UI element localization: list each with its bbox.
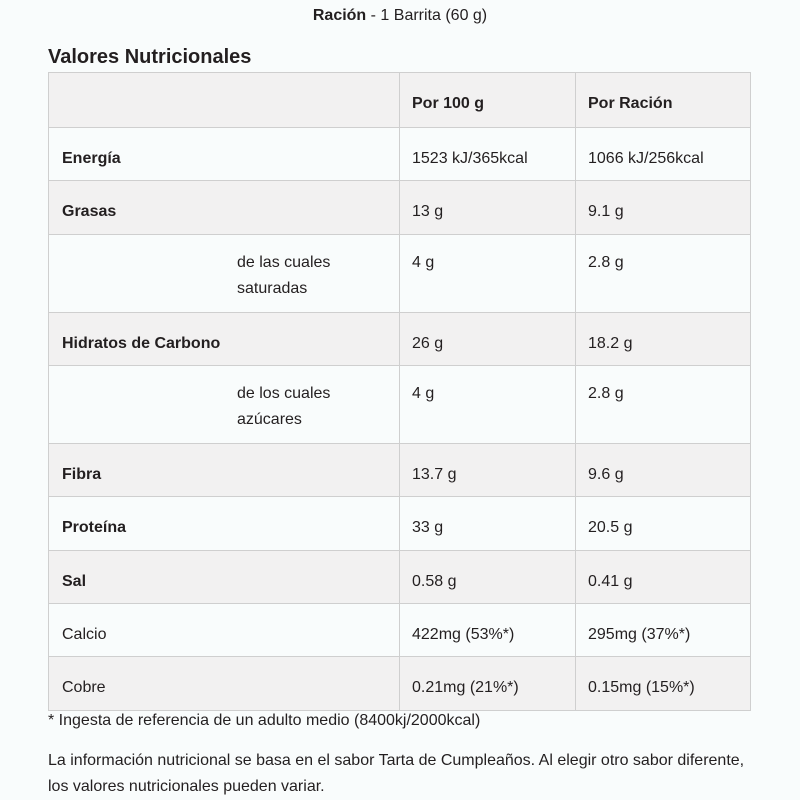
nutrient-name: Hidratos de Carbono	[49, 313, 400, 366]
nutrient-name: Energía	[49, 128, 400, 181]
value-per-serving: 2.8 g	[576, 235, 751, 313]
nutrient-name: Sal	[49, 551, 400, 604]
nutrient-name: Fibra	[49, 444, 400, 497]
table-row	[49, 366, 751, 444]
value-per-100g: 26 g	[400, 313, 576, 366]
info-text: La información nutricional se basa en el sabor Tarta de Cumpleaños. Al elegir otro sabor diferente, los valores nutricionales pueden variar.	[48, 752, 745, 795]
section-title: Valores Nutricionales	[48, 46, 252, 68]
value-per-serving: 9.1 g	[576, 181, 751, 235]
value-per-serving: 9.6 g	[576, 444, 751, 497]
value-per-serving: 18.2 g	[576, 313, 751, 366]
value-per-100g: 0.58 g	[400, 551, 576, 604]
serving-size	[0, 6, 800, 26]
nutrient-name: Cobre	[49, 657, 400, 711]
table-row	[49, 313, 751, 366]
serving-label: Ración	[312, 7, 367, 24]
table-header-row	[49, 73, 751, 128]
value-per-serving: 1066 kJ/256kcal	[576, 128, 751, 181]
value-per-100g: 33 g	[400, 497, 576, 551]
nutrient-name: Calcio	[49, 604, 400, 657]
value-per-serving: 2.8 g	[576, 366, 751, 444]
header-per-100g: Por 100 g	[400, 73, 576, 128]
header-per-serving: Por Ración	[576, 73, 751, 128]
nutrition-table	[48, 72, 751, 711]
header-nutrient	[49, 73, 400, 128]
table-row	[49, 128, 751, 181]
value-per-serving: 0.15mg (15%*)	[576, 657, 751, 711]
table-row	[49, 497, 751, 551]
table-row	[49, 444, 751, 497]
nutrient-sub-name: de los cuales azúcares	[49, 366, 400, 444]
value-per-100g: 0.21mg (21%*)	[400, 657, 576, 711]
nutrient-name: Grasas	[49, 181, 400, 235]
value-per-serving: 0.41 g	[576, 551, 751, 604]
footnote: * Ingesta de referencia de un adulto medio (8400kj/2000kcal)	[48, 712, 481, 729]
value-per-serving: 295mg (37%*)	[576, 604, 751, 657]
nutrient-sub-name: de las cuales saturadas	[49, 235, 400, 313]
table-row	[49, 235, 751, 313]
value-per-100g: 13 g	[400, 181, 576, 235]
value-per-100g: 1523 kJ/365kcal	[400, 128, 576, 181]
value-per-100g: 13.7 g	[400, 444, 576, 497]
value-per-100g: 422mg (53%*)	[400, 604, 576, 657]
serving-value: - 1 Barrita (60 g)	[366, 7, 488, 24]
value-per-100g: 4 g	[400, 235, 576, 313]
table-row	[49, 551, 751, 604]
value-per-100g: 4 g	[400, 366, 576, 444]
table-row	[49, 604, 751, 657]
nutrient-name: Proteína	[49, 497, 400, 551]
table-row	[49, 181, 751, 235]
value-per-serving: 20.5 g	[576, 497, 751, 551]
table-row	[49, 657, 751, 711]
